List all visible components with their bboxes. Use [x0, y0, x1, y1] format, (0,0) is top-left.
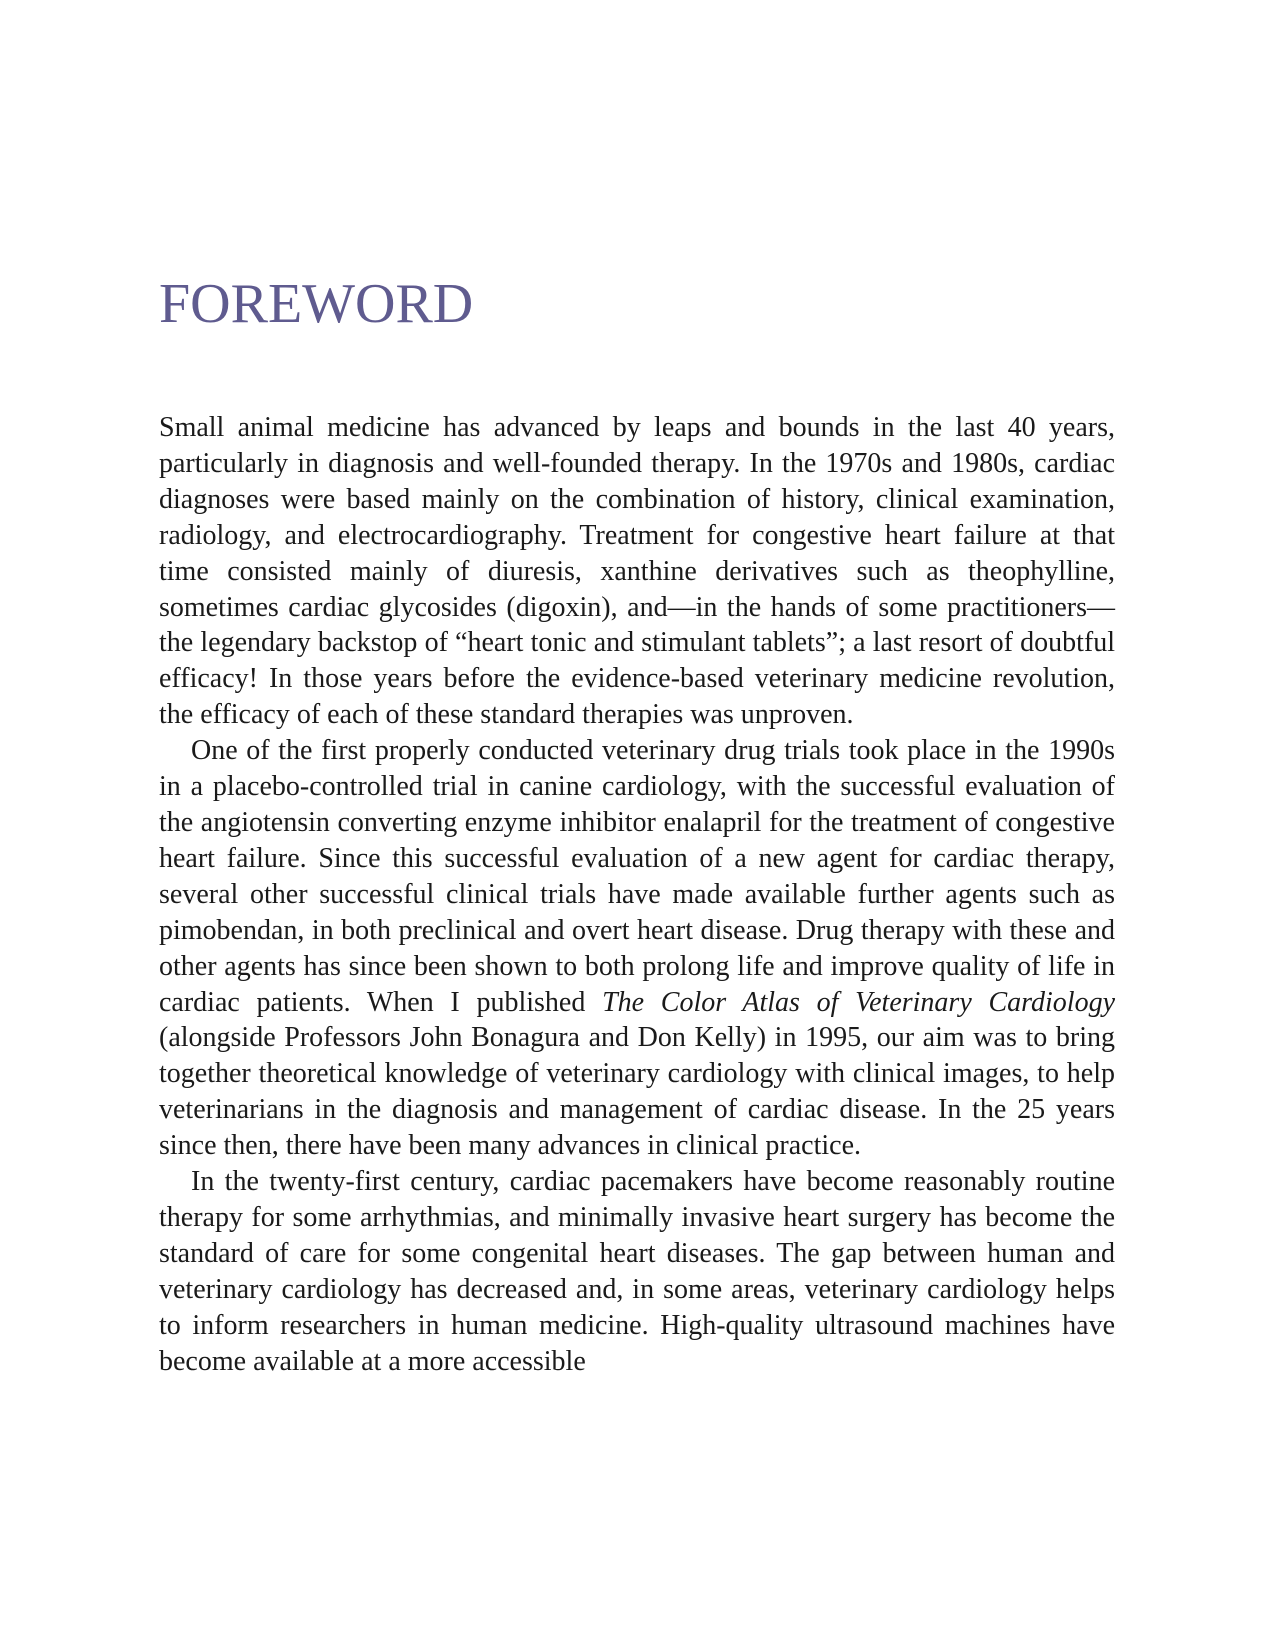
body-text	[159, 410, 1115, 1379]
paragraph-1: Small animal medicine has advanced by leaps and bounds in the last 40 years, particularly in diagnosis and well-founded therapy. In the 1970s and 1980s, cardiac diagnoses were based mainly on the combination of history, clinical examination, radiology, and electrocardiography. Treatment for congestive heart failure at that time consisted mainly of diuresis, xanthine derivatives such as theophylline, sometimes cardiac glycosides (digoxin), and—in the hands of some practitioners—the legendary backstop of “heart tonic and stimulant tablets”; a last resort of doubtful efficacy! In those years before the evidence-based veterinary medicine revolution, the efficacy of each of these standard therapies was unproven.	[159, 412, 1115, 731]
page-heading: FOREWORD	[159, 273, 474, 335]
paragraph-2	[159, 733, 1115, 1164]
paragraph-2-text-after-title: (alongside Professors John Bonagura and Don Kelly) in 1995, our aim was to bring together theoretical knowledge of veterinary cardiology with clinical images, to help veterinarians in the diagnosis and management of cardiac disease. In the 25 years since then, there have been many advances in clinical practice.	[159, 1022, 1115, 1162]
paragraph-2-text-before-title: One of the first properly conducted veterinary drug trials took place in the 1990s in a placebo-controlled trial in canine cardiology, with the successful evaluation of the angiotensin converting enzyme inhibitor enalapril for the treatment of congestive heart failure. Since this successful evaluation of a new agent for cardiac therapy, several other successful clinical trials have made available further agents such as pimobendan, in both preclinical and overt heart disease. Drug therapy with these and other agents has since been shown to both prolong life and improve quality of life in cardiac patients. When I published	[159, 735, 1115, 1018]
paragraph-3: In the twenty-first century, cardiac pacemakers have become reasonably routine therapy for some arrhythmias, and minimally invasive heart surgery has become the standard of care for some congenital heart diseases. The gap between human and veterinary cardiology has decreased and, in some areas, veterinary cardiology helps to inform researchers in human medicine. High-quality ultrasound machines have become available at a more accessible	[159, 1166, 1115, 1377]
book-title: The Color Atlas of Veterinary Cardiology	[602, 986, 1115, 1018]
